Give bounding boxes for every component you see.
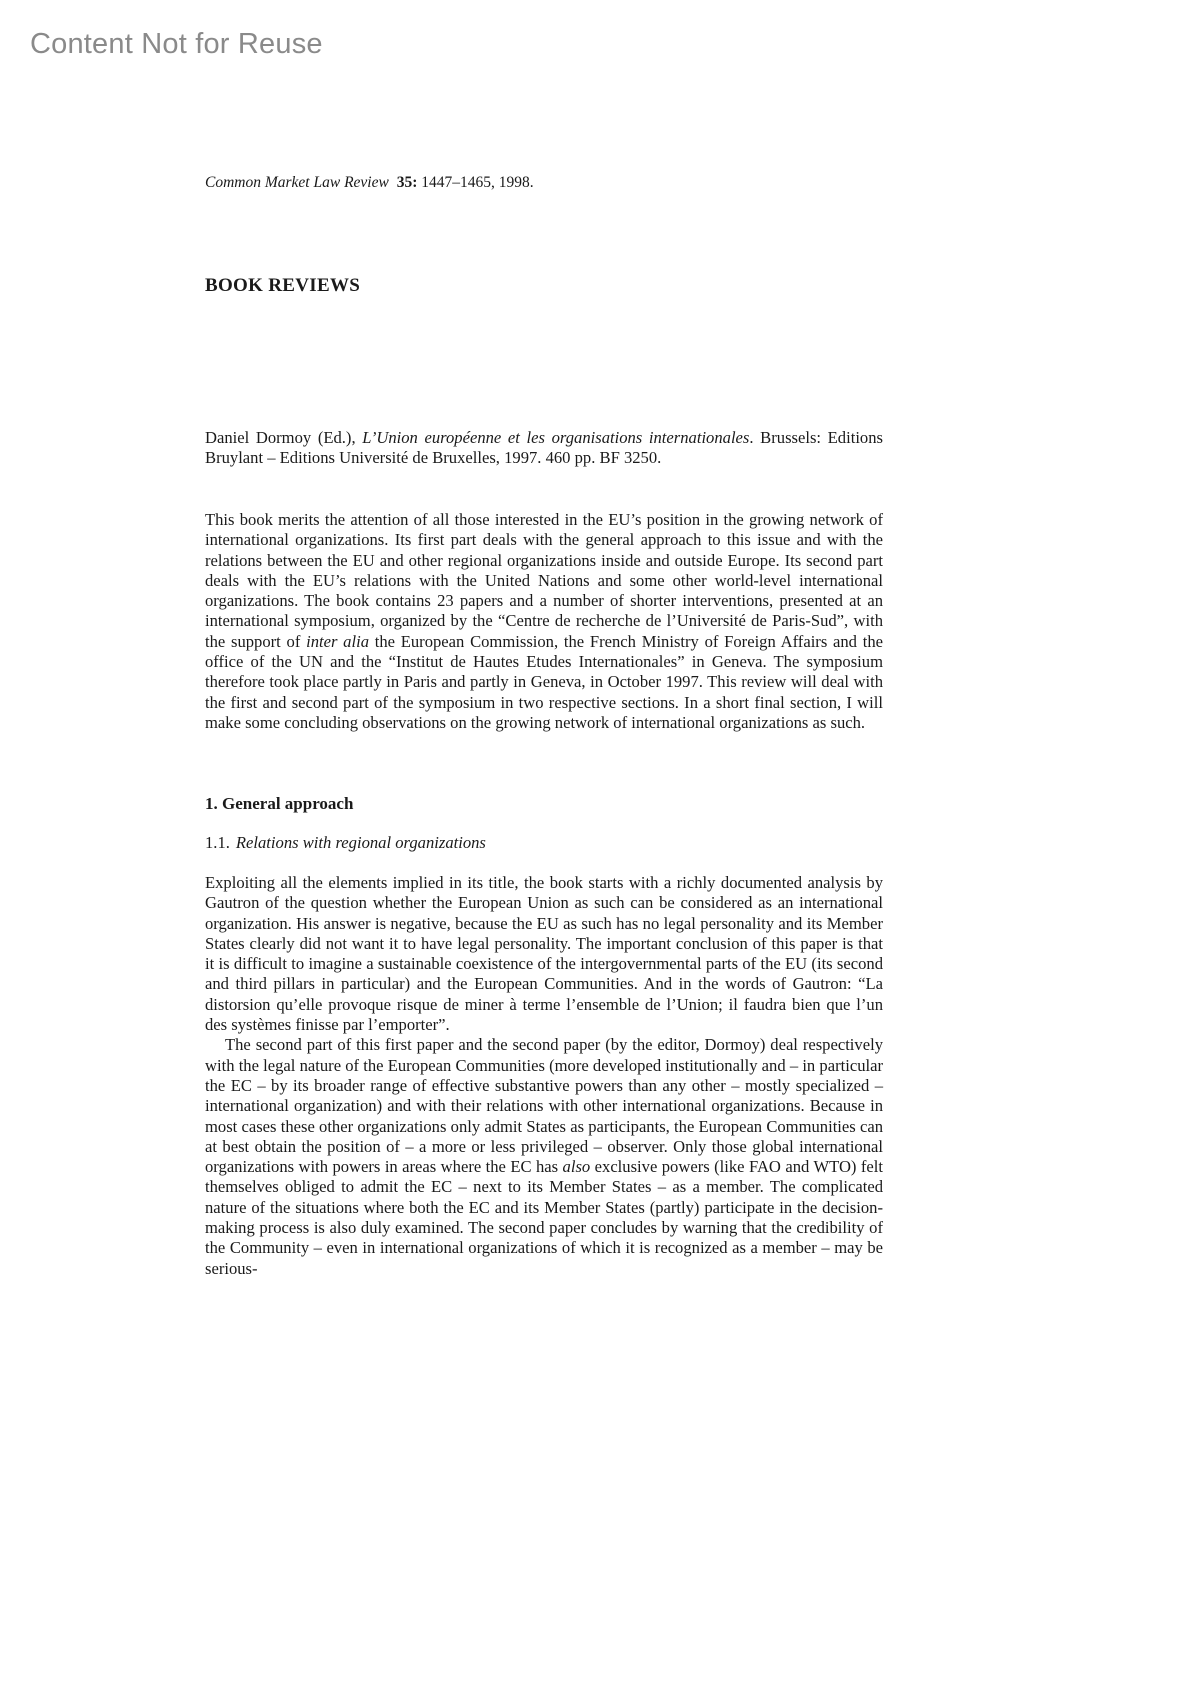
intro-text-a: This book merits the attention of all those interested in the EU’s position in the growing network of international organizations. Its first part deals with the general approach to this issue and with the relations between the EU and other regional organizations inside and outside Europe. Its second part deals with the EU’s relations with the United Nations and some other world-level international organizations. The book contains 23 papers and a number of shorter interventions, presented at an international symposium, organized by the “Centre de recherche de l’Université de Paris-Sud”, with the support of — [205, 510, 883, 651]
intro-text-b: the European Commission, the French Ministry of Foreign Affairs and the office of the UN and the “Institut de Hautes Etudes Internationales” in Geneva. The symposium therefore took place partly in Paris and partly in Geneva, in October 1997. This review will deal with the first and second part of the symposium in two respective sections. In a short final section, I will make some concluding observations on the growing network of international organizations as such. — [205, 631, 883, 732]
body-paragraph-2 — [205, 1035, 883, 1279]
body-paragraph-2-a: The second part of this first paper and the second paper (by the editor, Dormoy) deal respectively with the legal nature of the European Communities (more developed institutionally and – in particular the EC – by its broader range of effective substantive powers than any other – mostly specialized – international organization) and with their relations with other international organizations. Because in most cases these other organizations only admit States as participants, the European Communities can at best obtain the position of – a more or less privileged – observer. Only those global international organizations with powers in areas where the EC has — [205, 1035, 883, 1177]
journal-name: Common Market Law Review — [205, 174, 389, 191]
subheading-number: 1.1. — [205, 833, 230, 852]
intro-emphasis: inter alia — [306, 631, 369, 651]
watermark-text: Content Not for Reuse — [30, 28, 323, 60]
subheading-text: Relations with regional organizations — [235, 833, 486, 852]
citation-author: Daniel Dormoy (Ed.), — [205, 428, 363, 447]
body-paragraph-1: Exploiting all the elements implied in its title, the book starts with a richly documented analysis by Gautron of the question whether the European Union as such can be considered as an international organization. His answer is negative, because the EU as such has no legal personality and its Member States clearly did not want it to have legal personality. The important conclusion of this paper is that it is difficult to imagine a sustainable coexistence of the intergovernmental parts of the EU (its second and third pillars in particular) and the European Communities. And in the words of Gautron: “La distorsion qu’elle provoque risque de miner à terme l’ensemble de l’Union; il faudra bien que l’un des systèmes finisse par l’emporter”. — [205, 873, 883, 1035]
section-body — [205, 873, 883, 1279]
citation-title: L’Union européenne et les organisations internationales — [362, 428, 750, 447]
body-paragraph-2-b: exclusive powers (like FAO and WTO) felt themselves obliged to admit the EC – next to its Member States – as a member. The complicated nature of the situations where both the EC and its Member States (partly) participate in the decision-making process is also duly examined. The second paper concludes by warning that the credibility of the Community – even in international organizations of which it is recognized as a member – may be serious- — [205, 1157, 883, 1278]
journal-citation — [205, 174, 534, 192]
journal-pages-year: 1447–1465, 1998. — [421, 174, 534, 191]
subheading-regional-relations — [205, 833, 486, 853]
intro-paragraph — [205, 510, 883, 733]
journal-volume: 35: — [396, 174, 418, 191]
section-heading: BOOK REVIEWS — [205, 275, 361, 296]
citation-publisher: . Brussels: Editions Bruylant – Editions Université de Bruxelles, 1997. 460 pp. BF 3250. — [205, 428, 883, 467]
book-citation — [205, 428, 883, 468]
body-paragraph-2-emphasis: also — [562, 1157, 591, 1177]
heading-general-approach: 1. General approach — [205, 794, 354, 813]
